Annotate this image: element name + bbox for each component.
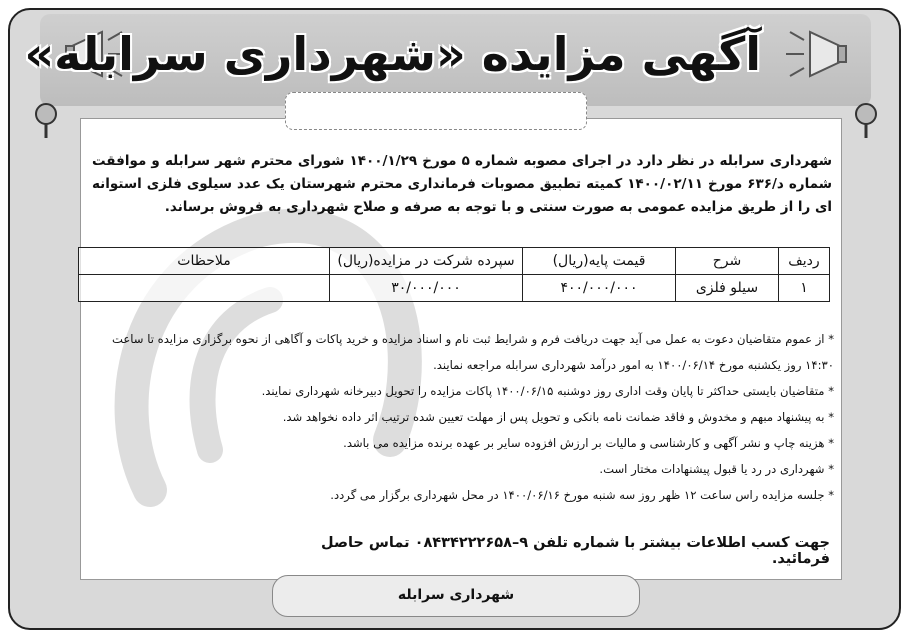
note-item: * به پیشنهاد مبهم و مخدوش و فاقد ضمانت نامه بانکی و تحویل پس از مهلت تعیین شده ترتیب اثر داده نخواهد شد.: [282, 410, 834, 424]
pushpin-icon: [846, 100, 886, 140]
table-header: قیمت پایه(ریال): [523, 248, 676, 275]
megaphone-icon: [780, 26, 850, 82]
table-header-row: [79, 248, 830, 275]
ad-title: آگهی مزایده «شهرداری سرابله»: [24, 27, 761, 81]
pushpin-icon: [26, 100, 66, 140]
note-item: * از عموم متقاضیان دعوت به عمل می آید جهت دریافت فرم و شرایط ثبت نام و اسناد مزایده و خرید پاکات و آگاهی از نحوه برگزاری مزایده تا ساعت ۱۴:۳۰ روز یکشنبه مورخ ۱۴۰۰/۰۶/۱۴ به امور درآمد شهرداری سرابله مراجعه نمایند.: [111, 332, 834, 372]
table-cell: سیلو فلزی: [676, 275, 779, 302]
table-row: [79, 275, 830, 302]
footer-signature: شهرداری سرابله: [272, 575, 640, 617]
table-header: سپرده شرکت در مزایده(ریال): [330, 248, 523, 275]
paper-tab: [285, 92, 587, 130]
note-item: * شهرداری در رد یا قبول پیشنهادات مختار است.: [599, 462, 834, 476]
table-cell: ۴۰۰/۰۰۰/۰۰۰: [523, 275, 676, 302]
note-item: * متقاضیان بایستی حداکثر تا پایان وقت اداری روز دوشنبه ۱۴۰۰/۰۶/۱۵ پاکات مزایده را تحویل دبیرخانه شهرداری نمایند.: [261, 384, 834, 398]
table-cell: [79, 275, 330, 302]
table-header: شرح: [676, 248, 779, 275]
table-cell: ۳۰/۰۰۰/۰۰۰: [330, 275, 523, 302]
note-item: * هزینه چاپ و نشر آگهی و کارشناسی و مالیات بر ارزش افزوده سایر بر عهده برنده مزایده می باشد.: [343, 436, 834, 450]
notes-list: [80, 326, 834, 508]
intro-paragraph: شهرداری سرابله در نظر دارد در اجرای مصوبه شماره ۵ مورخ ۱۴۰۰/۱/۲۹ شورای محترم شهر سرابله و موافقت شماره د/۶۳۶ مورخ ۱۴۰۰/۰۲/۱۱ کمیته تطبیق مصوبات فرمانداری محترم شهرستان یک عدد سیلوی فلزی استوانه ای را از طریق مزایده عمومی به صورت سنتی و با توجه به صرفه و صلاح شهرداری به فروش برساند.: [92, 153, 832, 215]
table-header: ملاحظات: [79, 248, 330, 275]
note-item: * جلسه مزایده راس ساعت ۱۲ ظهر روز سه شنبه مورخ ۱۴۰۰/۰۶/۱۶ در محل شهرداری برگزار می گردد.: [330, 488, 834, 502]
auction-table: [78, 247, 830, 302]
table-header: ردیف: [779, 248, 830, 275]
table-cell: ۱: [779, 275, 830, 302]
contact-line: جهت کسب اطلاعات بیشتر با شماره تلفن ۹–۰۸۴۳۴۲۲۲۶۵۸ تماس حاصل فرمائید.: [321, 535, 830, 567]
